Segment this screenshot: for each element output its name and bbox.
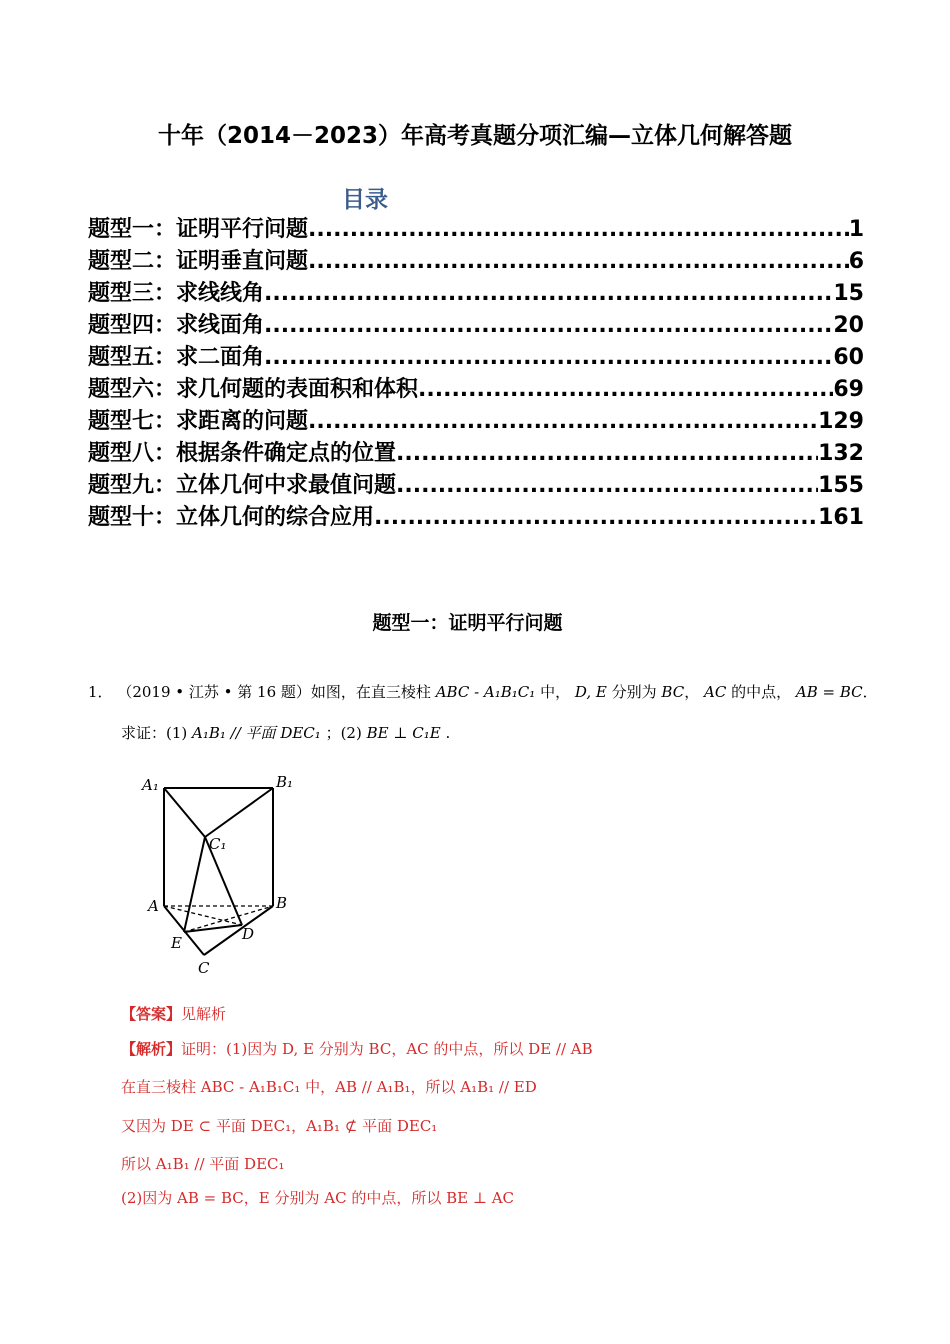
toc-item-label: 题型三：求线线角 [88,281,265,306]
label-c: C [198,959,210,977]
toc-leader [264,342,833,374]
toc-item-label: 题型五：求二面角 [88,345,265,370]
toc-item[interactable] [88,278,864,310]
prove-separator: ；(2) [325,724,362,742]
prove-prefix: 求证：(1) [121,724,188,742]
toc-item[interactable] [88,470,864,502]
toc-leader [264,310,833,342]
toc-leader [308,246,849,278]
toc-item[interactable] [88,342,864,374]
toc-item-label: 题型七：求距离的问题 [88,409,309,434]
toc-item[interactable] [88,374,864,406]
question-line-1: 1． （2019 • 江苏 • 第 16 题）如图，在直三棱柱 ABC - A₁B₁C₁ 中， D, E 分别为 BC， AC 的中点， AB = BC． [88,683,878,701]
toc-item-page: 161 [818,505,864,530]
answer-text: 见解析 [181,1005,227,1023]
label-d: D [242,925,255,943]
analysis-text: 证明：(1)因为 D, E 分别为 BC，AC 的中点，所以 DE // AB [181,1040,593,1058]
toc-item[interactable] [88,310,864,342]
analysis-line-2: 在直三棱柱 ABC - A₁B₁C₁ 中，AB // A₁B₁，所以 A₁B₁ // ED [121,1078,537,1096]
prove-statement-1: A₁B₁ // 平面 DEC₁ [192,724,321,742]
toc-item-label: 题型八：根据条件确定点的位置 [88,441,397,466]
label-a: A [148,897,159,915]
toc-leader [418,374,833,406]
analysis-line-1 [121,1038,593,1059]
prove-statement-2: BE ⊥ C₁E [366,724,441,742]
toc-item-label: 题型九：立体几何中求最值问题 [88,473,397,498]
question-source: （2019 • 江苏 • 第 16 题）如图，在直三棱柱 [117,683,431,701]
toc-item-page: 69 [833,377,864,402]
answer-line [121,1003,226,1024]
prism-figure [140,770,300,980]
toc-item-page: 20 [833,313,864,338]
toc-item-page: 60 [833,345,864,370]
toc-item-label: 题型一：证明平行问题 [88,217,309,242]
label-b1: B₁ [276,773,294,791]
analysis-line-3: 又因为 DE ⊂ 平面 DEC₁，A₁B₁ ⊄ 平面 DEC₁ [121,1117,438,1135]
toc-item-label: 题型十：立体几何的综合应用 [88,505,375,530]
question-text: 的中点， [731,683,792,701]
prism-expression: ABC - A₁B₁C₁ [435,683,536,701]
question-line-2 [121,722,450,743]
toc-item[interactable] [88,214,864,246]
document-title: 十年（2014－2023）年高考真题分项汇编—立体几何解答题 [157,123,793,149]
question-text: 中， [540,683,571,701]
analysis-line-5: (2)因为 AB = BC，E 分别为 AC 的中点，所以 BE ⊥ AC [121,1189,515,1207]
toc-leader [308,214,849,246]
label-b: B [276,894,288,912]
toc-leader [264,278,833,310]
toc-item[interactable] [88,438,864,470]
question-number: 1． [88,683,113,701]
label-a1: A₁ [142,776,159,794]
segment-bc: BC [661,683,685,701]
prove-end: . [445,724,451,742]
toc-item[interactable] [88,246,864,278]
toc-item-page: 1 [848,217,864,242]
toc-item-page: 155 [818,473,864,498]
analysis-line-4: 所以 A₁B₁ // 平面 DEC₁ [121,1155,285,1173]
toc-heading: 目录 [342,187,388,213]
label-e: E [171,934,182,952]
toc-item[interactable] [88,406,864,438]
section-title: 题型一：证明平行问题 [372,612,563,634]
question-text: 分别为 [611,683,657,701]
segment-ac: AC [703,683,727,701]
toc-item[interactable] [88,502,864,534]
table-of-contents [88,214,864,534]
toc-item-label: 题型二：证明垂直问题 [88,249,309,274]
toc-leader [396,470,818,502]
points-expression: D, E [574,683,607,701]
equation-ab-bc: AB = BC [795,683,863,701]
toc-item-page: 6 [848,249,864,274]
analysis-tag: 【解析】 [121,1040,182,1058]
answer-tag: 【答案】 [121,1005,182,1023]
toc-item-page: 132 [818,441,864,466]
toc-item-label: 题型四：求线面角 [88,313,265,338]
toc-leader [374,502,818,534]
label-c1: C₁ [209,835,227,853]
toc-item-label: 题型六：求几何题的表面积和体积 [88,377,419,402]
toc-leader [396,438,818,470]
toc-leader [308,406,818,438]
toc-item-page: 129 [818,409,864,434]
toc-item-page: 15 [833,281,864,306]
